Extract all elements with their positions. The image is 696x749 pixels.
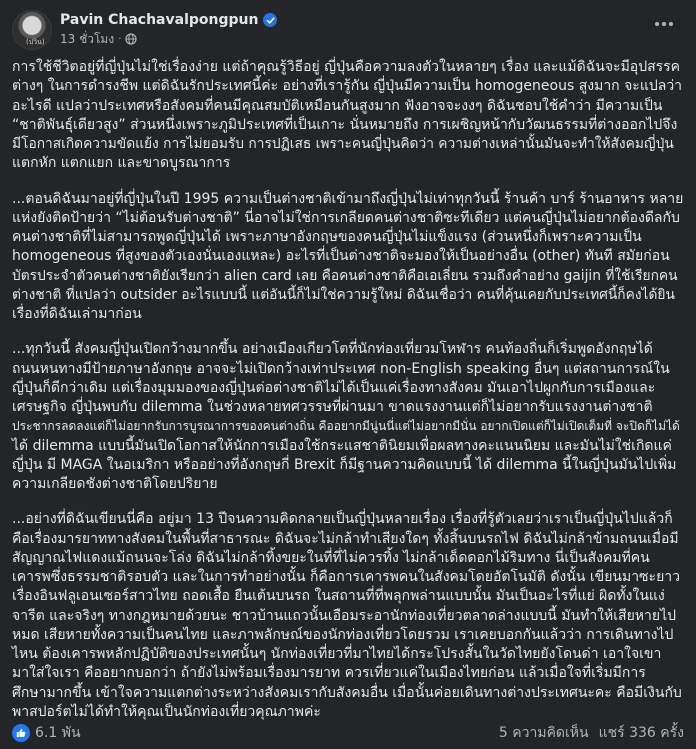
paragraph-gap bbox=[12, 174, 684, 190]
post-text-line: สัญญาณไฟแดงแม้ถนนจะโล่ง ดิฉันไม่กล้าทิ้งขยะในที่ที่ไม่ควรทิ้ง ไม่กล้าเด็ดดอกไม้ริมทาง นี่เป็นสังคมที่คน bbox=[12, 549, 650, 566]
post-body bbox=[12, 58, 684, 722]
post-text-line: เรื่องอินฟลูเอนเซอร์สาวไทย ถอดเสื้อ ยืนเต้นบนรถ ในสถานที่ที่พลุกพล่านแบบนั้น มันเป็นอะไรที่แย่ ผิดทั้งในแง่ bbox=[12, 588, 665, 605]
post-text-line: เคารพซึ่งธรรมชาติรอบตัว และในการทำอย่างนั้น ก็คือการเคารพคนในสังคมโดยอัตโนมัติ ดังนั้น เขียนมาซะยาว bbox=[12, 569, 681, 585]
post-text-line: มาใส่ใจเรา คืออยากบอกว่า ถ้ายังไม่พร้อมเรื่องมารยาท ควรเที่ยวแค่ในเมืองไทยก่อน แล้วเมื่อใจที่เริ่มมีการ bbox=[12, 665, 646, 682]
post-text-line: บัตรประจำตัวคนต่างชาติยังเรียกว่า alien card เลย คือคนต่างชาติคือเอเลี่ยน รวมถึงคำอย่าง gaijin ที่ใช้เรียกคน bbox=[12, 267, 678, 284]
post-text-line: แห่งยังติดป้ายว่า “ไม่ต้อนรับต่างชาติ” นี่อาจไม่ใช่การเกลียดคนต่างชาติซะทีเดียว แต่คนญี่ปุ่นไม่อยากต้องดีลกับ bbox=[12, 209, 680, 226]
post-paragraph bbox=[12, 190, 684, 325]
post-timestamp[interactable]: 13 ชั่วโมง bbox=[60, 31, 115, 46]
post-paragraph bbox=[12, 340, 684, 494]
author-row bbox=[60, 10, 277, 30]
shares-count[interactable]: แชร์ 336 ครั้ง bbox=[598, 725, 684, 741]
post-text-line: เรื่องที่ดิฉันเล่ามาก่อน bbox=[12, 306, 142, 322]
post-text-line: ประชากรลดลงแต่ก็ไม่อยากรับการบูรณาการของคนต่างถิ่น คืออยากมีนู่นนี่แต่ไม่อยากมีนั่น อยากเปิดแต่ก็ไม่เปิดเต็มที่ จะปิดก็ไม่ได้ bbox=[12, 419, 680, 434]
post-stats bbox=[499, 722, 684, 744]
post-text-line: homogeneous ที่สูงของตัวเองนั่นเองแหละ) อะไรที่เป็นต่างชาติจะมองให้เป็นอย่างอื่น (other) ทันที สมัยก่อน bbox=[12, 248, 670, 265]
post-text-line: เศรษฐกิจ ญี่ปุ่นพบกับ dilemma ในช่วงหลายทศวรรษที่ผ่านมา ขาดแรงงานแต่ก็ไม่อยากรับแรงงานต่างชาติ bbox=[12, 399, 653, 415]
post-text-line: ญี่ปุ่นก็ดีกว่าเดิม แต่เรื่องมุมมองของญี่ปุ่นต่อต่างชาติไม่ได้เป็นแค่เรื่องทางสังคม มันเอาไปผูกกับการเมืองและ bbox=[12, 379, 656, 396]
post-meta bbox=[60, 30, 137, 48]
post-footer bbox=[12, 720, 684, 744]
post-text-line: มีโอกาสเกิดความขัดแย้ง การไม่ยอมรับ การปฏิเสธ เพราะคนญี่ปุ่นคิดว่า ความต่างเหล่านั้นมันจะทำให้สังคมญี่ปุ่น bbox=[12, 136, 674, 152]
post-text-line: จารีต และจริงๆ ทางกฎหมายด้วยนะ ชาวบ้านแถวนั้นเอือมระอานักท่องเที่ยวตลาดล่างแบบนี้ มันทำให้เสียหายไป bbox=[12, 607, 677, 624]
post-text-line: ความเกลียดชังต่างชาติโดยปริยาย bbox=[12, 476, 218, 492]
more-options-icon[interactable] bbox=[650, 14, 678, 34]
post-text-line: คือเรื่องมารยาททางสังคมในพื้นที่สาธารณะ ดิฉันจะไม่กล้าทำเสียงใดๆ ทั้งสิ้นบนรถไฟ ดิฉันไม่กล้าข้ามถนนเมื่อมี bbox=[12, 530, 679, 547]
post-text-line: ถนนหนทางมีป้ายภาษาอังกฤษ อาจจะไม่เปิดกว้างเท่าประเทศ non-English speaking อื่นๆ แต่สถานการณ์ใน bbox=[12, 360, 670, 377]
post-text-line: ได้ dilemma แบบนี้มันเปิดโอกาสให้นักการเมืองใช้กระแสชาตินิยมเพื่อผลทางคะแนนนิยม และมันไม่ใช่เกิดแค่ bbox=[12, 437, 672, 454]
post-text-line: ญี่ปุ่น มี MAGA ในอเมริกา หรืออย่างที่อังกฤษกี่ Brexit ก็มีฐานความคิดแบบนี้ ได้ dilemma นี้ในญี่ปุ่นมันไปเพิ่ม bbox=[12, 456, 677, 473]
post-text-line: คนต่างชาติที่ไม่สามารถพูดญี่ปุ่นได้ เพราะภาษาอังกฤษของคนญี่ปุ่นไม่แข็งแรง (ส่วนหนึ่งก็เพราะความเป็น bbox=[12, 229, 642, 245]
post-text-line: ศึกษามากขึ้น เข้าใจความแตกต่างระหว่างสังคมเรากับสังคมอื่น เมื่อนั้นค่อยเดินทางต่างประเทศนะคะ คือมีเงินกับ bbox=[12, 684, 682, 701]
avatar[interactable] bbox=[12, 10, 52, 50]
meta-separator: · bbox=[118, 33, 122, 45]
comments-count[interactable]: 5 ความคิดเห็น bbox=[498, 725, 589, 741]
reactions-count: 6.1 พัน bbox=[35, 725, 81, 741]
post-text-line: ...ตอนดิฉันมาอยู่ที่ญี่ปุ่นในปี 1995 ความเป็นต่างชาติเข้ามาถึงญี่ปุ่นไม่เท่าทุกวันนี้ ร้านค้า บาร์ ร้านอาหาร หลาย bbox=[12, 190, 684, 207]
post-paragraph bbox=[12, 510, 684, 722]
post-text-line: ต่างชาติ ที่แปลว่า outsider อะไรแบบนี้ แต่อันนี้ก็ไม่ใช่ความรู้ใหม่ ดิฉันเชื่อว่า คนที่คุ้นเคยกับประเทศนี้ก็คงได้ยิน bbox=[12, 286, 675, 303]
post-text-line: หมด เสียหายทั้งความเป็นคนไทย และภาพลักษณ์ของนักท่องเที่ยวโดยรวม เราเคยบอกกันแล้วว่า การเดินทางไป bbox=[12, 626, 674, 643]
post-text-line: ไหน ต้องเคารพหลักปฏิบัติของประเทศนั้นๆ นักท่องเที่ยวที่มาไทยได้กระโปรงสั้นในวัดไทยยังโดนด่า เอาใจเขา bbox=[12, 646, 662, 662]
post-text-line: ...อย่างที่ดิฉันเขียนนี่คือ อยู่มา 13 ปีจนความคิดกลายเป็นญี่ปุ่นหลายเรื่อง เรื่องที่รู้ตัวเลยว่าเราเป็นญี่ปุ่นไปแล้วก็ bbox=[12, 511, 673, 528]
post-text-line: “ชาติพันธุ์เดียวสูง” ส่วนหนึ่งเพราะภูมิประเทศที่เป็นเกาะ นั่นหมายถึง การเผชิญหน้ากับวัฒนธรรมที่ต่างออกไปจึง bbox=[12, 116, 678, 133]
post-text-line: ...ทุกวันนี้ สังคมญี่ปุ่นเปิดกว้างมากขึ้น อย่างเมืองเกียวโตที่นักท่องเที่ยวมโหฬาร คนท้องถิ่นก็เริ่มพูดอังกฤษได้ bbox=[12, 341, 653, 358]
post-text-line: แตกหัก แตกแยก และขาดบูรณาการ bbox=[12, 155, 231, 172]
verified-badge-icon bbox=[263, 13, 277, 27]
post-header bbox=[12, 10, 684, 50]
post-text-line: ต่างๆ ในการดำรงชีพ แต่ดิฉันรักประเทศนี้ค่ะ อย่างที่เรารู้กัน ญี่ปุ่นมีความเป็น homogeneous สูงมาก จะแปลว่า bbox=[12, 78, 683, 95]
author-name[interactable]: Pavin Chachavalpongpun bbox=[60, 12, 259, 28]
avatar-caption: (ปวิน) bbox=[26, 38, 45, 46]
post-text-line: อะไรดี แปลว่าประเทศหรือสังคมที่คนมีคุณสมบัติเหมือนกันสูงมาก ฟังอาจจะงงๆ ดิฉันชอบใช้คำว่า มีความเป็น bbox=[12, 97, 663, 114]
post-text-line: พาสปอร์ตไม่ได้ทำให้คุณเป็นนักท่องเที่ยวคุณภาพค่ะ bbox=[12, 703, 321, 720]
post-paragraph bbox=[12, 58, 684, 174]
reactions-summary[interactable] bbox=[12, 722, 81, 744]
like-reaction-icon bbox=[12, 724, 30, 742]
post-text-line: การใช้ชีวิตอยู่ที่ญี่ปุ่นไม่ใช่เรื่องง่าย แต่ถ้าคุณรู้วิธีอยู่ ญี่ปุ่นคือความลงตัวในหลายๆ เรื่อง และแม้ดิฉันจะมีอุปสรรค bbox=[12, 59, 681, 75]
paragraph-gap bbox=[12, 324, 684, 340]
globe-icon[interactable] bbox=[125, 33, 137, 45]
paragraph-gap bbox=[12, 494, 684, 510]
